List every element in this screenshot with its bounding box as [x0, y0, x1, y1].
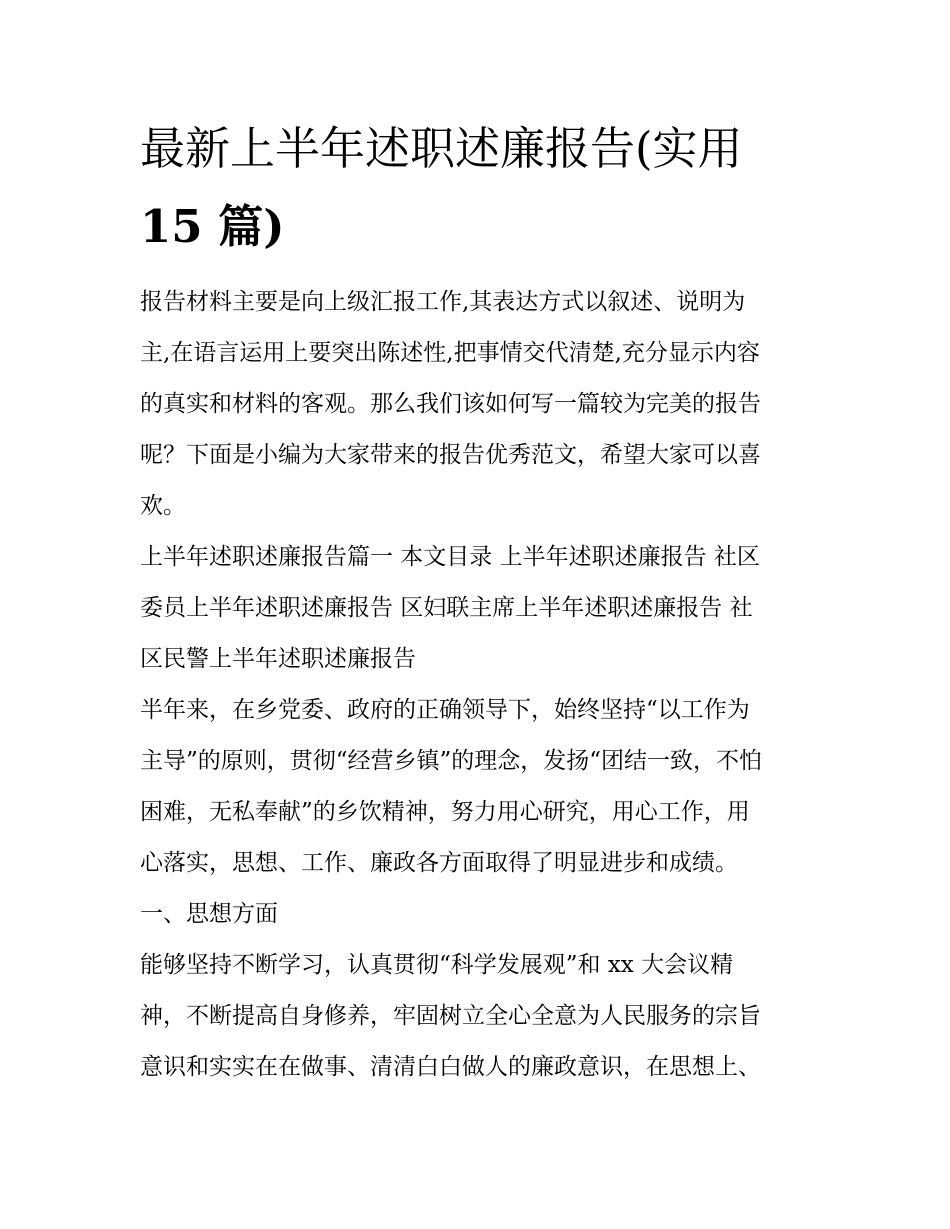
text-line: 上半年述职述廉报告篇一 本文目录 上半年述职述廉报告 社区 — [140, 544, 760, 570]
document-title — [140, 110, 812, 266]
text-line: 区民警上半年述职述廉报告 — [140, 646, 416, 672]
document-content — [140, 110, 812, 1093]
section-heading: 一、思想方面 — [140, 901, 278, 927]
text-line: 主,在语言运用上要突出陈述性,把事情交代清楚,充分显示内容 — [140, 340, 760, 366]
text-line: 半年来，在乡党委、政府的正确领导下，始终坚持“以工作为 — [140, 697, 750, 723]
text-line: 困难，无私奉献”的乡饮精神，努力用心研究，用心工作，用 — [140, 799, 750, 825]
text-line: 神，不断提高自身修养，牢固树立全心全意为人民服务的宗旨 — [140, 1003, 761, 1029]
text-line: 意识和实实在在做事、清清白白做人的廉政意识，在思想上、 — [140, 1054, 761, 1080]
text-line: 呢？下面是小编为大家带来的报告优秀范文，希望大家可以喜 — [140, 442, 761, 468]
text-line: 委员上半年述职述廉报告 区妇联主席上半年述职述廉报告 社 — [140, 595, 753, 621]
title-line: 最新上半年述职述廉报告(实用 — [140, 122, 743, 175]
text-line: 欢。 — [140, 493, 186, 519]
text-line: 报告材料主要是向上级汇报工作,其表达方式以叙述、说明为 — [140, 289, 746, 315]
text-line: 的真实和材料的客观。那么我们该如何写一篇较为完美的报告 — [140, 391, 761, 417]
document-body — [140, 277, 812, 1093]
text-line: 能够坚持不断学习，认真贯彻“科学发展观”和 xx 大会议精 — [140, 952, 734, 978]
text-line: 主导”的原则，贯彻“经营乡镇”的理念，发扬“团结一致，不怕 — [140, 748, 763, 774]
text-line: 心落实，思想、工作、廉政各方面取得了明显进步和成绩。 — [140, 850, 738, 876]
title-line: 15 篇) — [140, 200, 285, 253]
